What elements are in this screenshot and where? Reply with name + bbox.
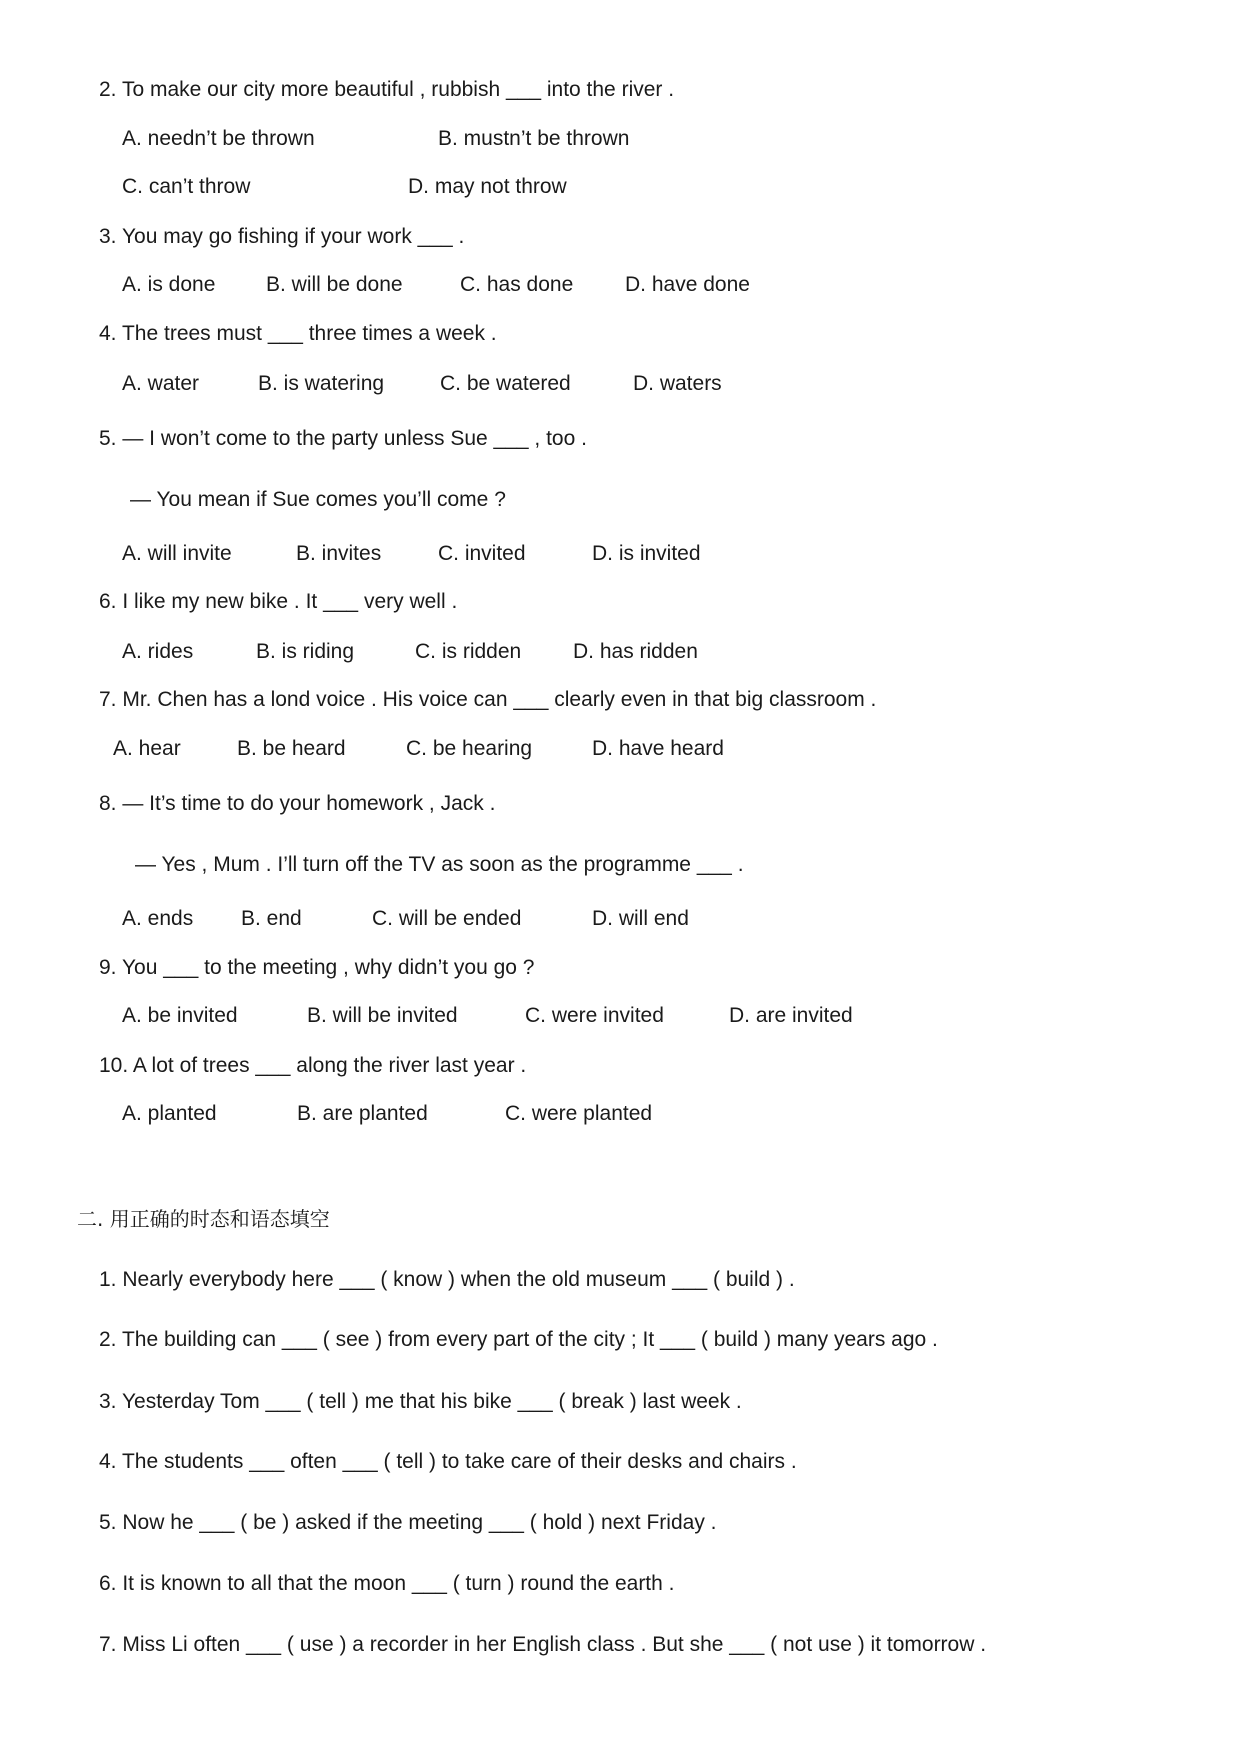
question-7-option-a: A. hear [113,737,181,760]
question-9-stem: 9. You ___ to the meeting , why didn’t you go ? [99,956,535,979]
question-7-stem: 7. Mr. Chen has a lond voice . His voice can ___ clearly even in that big classroom . [99,688,877,711]
question-3-option-a: A. is done [122,273,216,296]
question-10-stem: 10. A lot of trees ___ along the river last year . [99,1054,527,1077]
question-9-option-c: C. were invited [525,1004,664,1027]
question-4-option-b: B. is watering [258,372,385,395]
question-2-option-c: C. can’t throw [122,175,251,198]
question-7-option-c: C. be hearing [406,737,533,760]
question-2-option-d: D. may not throw [408,175,567,198]
question-5-option-c: C. invited [438,542,526,565]
question-3-stem: 3. You may go fishing if your work ___ . [99,225,465,248]
question-2-option-a: A. needn’t be thrown [122,127,315,150]
question-8-option-b: B. end [241,907,302,930]
question-7-option-b: B. be heard [237,737,346,760]
question-9-option-b: B. will be invited [307,1004,458,1027]
question-10-option-a: A. planted [122,1102,217,1125]
fill-blank-item-2: 2. The building can ___ ( see ) from every part of the city ; It ___ ( build ) many years ago . [99,1328,938,1351]
question-8-stem: 8. — It’s time to do your homework , Jack . [99,792,496,815]
question-4-option-a: A. water [122,372,200,395]
question-5-option-d: D. is invited [592,542,701,565]
question-7-option-d: D. have heard [592,737,724,760]
question-10-option-c: C. were planted [505,1102,653,1125]
question-3-option-c: C. has done [460,273,574,296]
question-9-option-d: D. are invited [729,1004,853,1027]
question-6-option-c: C. is ridden [415,640,522,663]
question-6-option-b: B. is riding [256,640,355,663]
question-4-option-c: C. be watered [440,372,571,395]
fill-blank-item-1: 1. Nearly everybody here ___ ( know ) when the old museum ___ ( build ) . [99,1268,795,1291]
fill-blank-item-7: 7. Miss Li often ___ ( use ) a recorder in her English class . But she ___ ( not use ) it tomorrow . [99,1633,987,1656]
fill-blank-item-5: 5. Now he ___ ( be ) asked if the meeting ___ ( hold ) next Friday . [99,1511,717,1534]
fill-blank-item-3: 3. Yesterday Tom ___ ( tell ) me that his bike ___ ( break ) last week . [99,1390,742,1413]
question-6-option-d: D. has ridden [573,640,698,663]
question-2-option-b: B. mustn’t be thrown [438,127,630,150]
question-6-option-a: A. rides [122,640,194,663]
question-5-reply: — You mean if Sue comes you’ll come ? [130,488,506,511]
question-5-option-a: A. will invite [122,542,232,565]
section-2-title: 二. 用正确的时态和语态填空 [77,1207,330,1231]
question-5-stem: 5. — I won’t come to the party unless Sue ___ , too . [99,427,587,450]
fill-blank-item-6: 6. It is known to all that the moon ___ ( turn ) round the earth . [99,1572,675,1595]
question-6-stem: 6. I like my new bike . It ___ very well . [99,590,458,613]
question-2-stem: 2. To make our city more beautiful , rubbish ___ into the river . [99,78,675,101]
question-10-option-b: B. are planted [297,1102,428,1125]
question-8-reply: — Yes , Mum . I’ll turn off the TV as soon as the programme ___ . [135,853,744,876]
question-9-option-a: A. be invited [122,1004,238,1027]
question-3-option-d: D. have done [625,273,750,296]
question-4-stem: 4. The trees must ___ three times a week . [99,322,497,345]
question-5-option-b: B. invites [296,542,382,565]
question-8-option-d: D. will end [592,907,689,930]
question-4-option-d: D. waters [633,372,722,395]
question-8-option-a: A. ends [122,907,194,930]
question-8-option-c: C. will be ended [372,907,522,930]
fill-blank-item-4: 4. The students ___ often ___ ( tell ) to take care of their desks and chairs . [99,1450,797,1473]
question-3-option-b: B. will be done [266,273,403,296]
